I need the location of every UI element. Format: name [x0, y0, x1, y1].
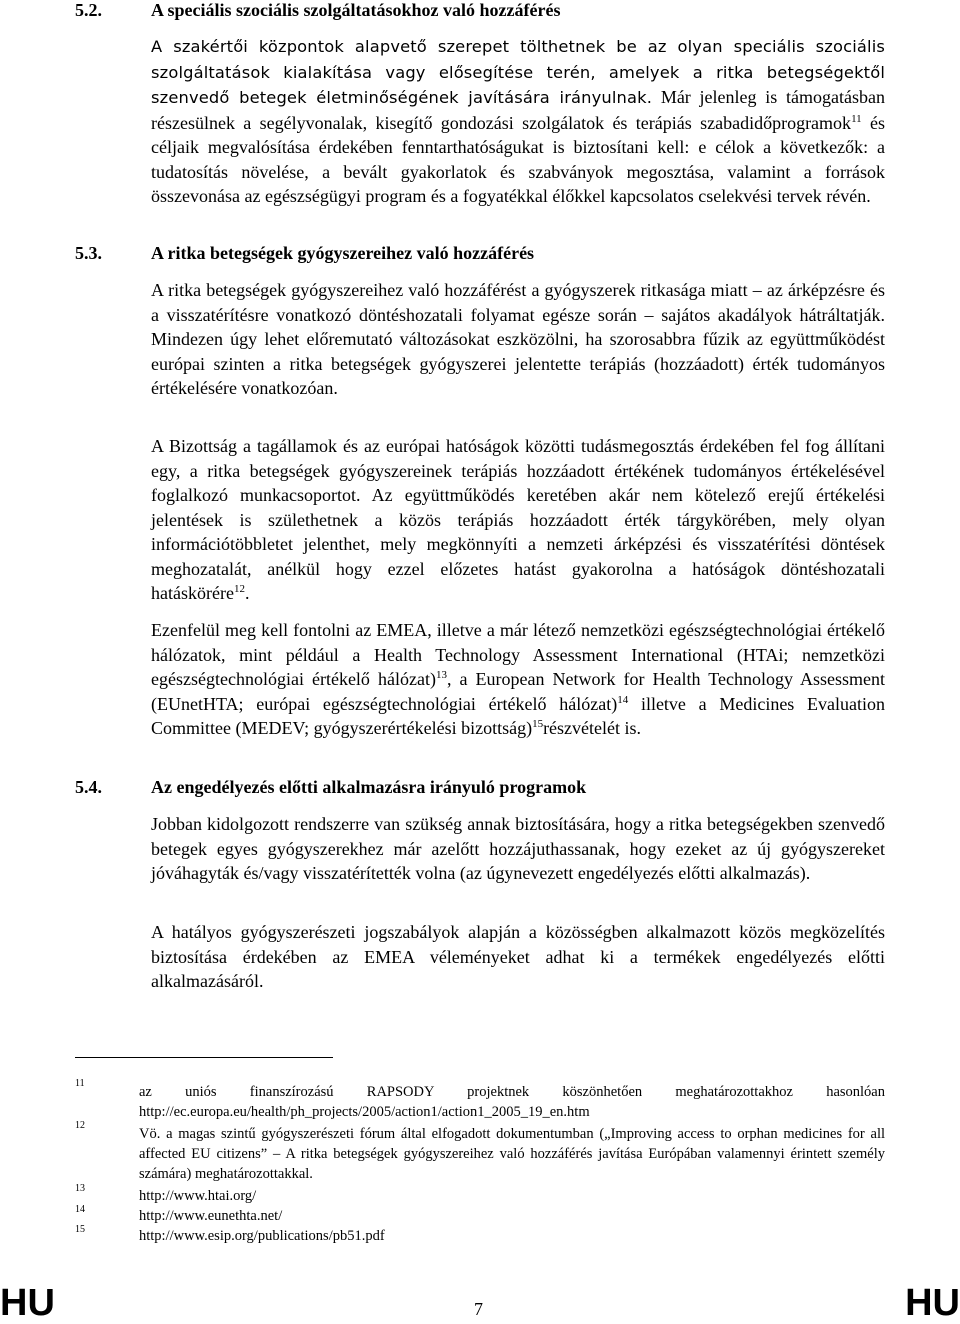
section-number: 5.3. [75, 243, 102, 263]
footnote-number: 11 [75, 1078, 85, 1089]
paragraph-legislation [151, 920, 885, 994]
paragraph-text: A ritka betegségek gyógyszereihez való hozzáférést a gyógyszerek ritkasága miatt – az árképzésre és a visszatérítésre vonatkozó döntéshozatali folyamat egésze során – sajátos akadályok hátráltatják. Mindezen úgy lehet előremutató változásokat eszközölni, ha szorosabbra fűzik az együttműködést európai szinten a ritka betegségek gyógyszerei jelentette terápiás (hozzáadott) érték tudományos értékelésére vonatkozóan. [151, 280, 885, 398]
footnote-ref-11[interactable]: 11 [851, 112, 862, 125]
footnote-ref-13[interactable]: 13 [435, 669, 447, 681]
section-heading-5-2 [75, 0, 560, 21]
footnote-text: Vö. a magas szintű gyógyszerészeti fórum által elfogadott dokumentumban („Improving access to orphan medicines for all affected EU citizens” – A ritka betegségek gyógyszereihez való hozzáférés javítása Európában valamennyi érintett személy számára) meghatározottakkal. [139, 1126, 885, 1182]
footnote-ref-15[interactable]: 15 [532, 718, 544, 730]
footnote-ref-14[interactable]: 14 [617, 693, 629, 706]
footnote-number: 13 [75, 1183, 85, 1194]
paragraph-emea [151, 618, 885, 741]
section-title: A ritka betegségek gyógyszereihez való hozzáférés [151, 243, 535, 263]
footnote-ref-12[interactable]: 12 [233, 583, 245, 595]
page-number: 7 [474, 1299, 483, 1319]
footer-language-left: HU [0, 1282, 55, 1324]
paragraph-text: illetve a Medicines Evaluation Committee (MEDEV; gyógyszerértékelési bizottság) [151, 693, 885, 738]
footnote-text: az uniós finanszírozású RAPSODY projektnek köszönhetően meghatározottakhoz hasonlóan http://ec.europa.eu/health/ph_projects/2005/action1/action1_2005_19_en.htm [139, 1084, 885, 1120]
section-number: 5.4. [75, 777, 102, 797]
paragraph-5-2 [151, 34, 885, 209]
footnote-link[interactable]: http://www.esip.org/publications/pb51.pdf [139, 1228, 385, 1244]
footnote-number: 15 [75, 1224, 85, 1235]
section-title: Az engedélyezés előtti alkalmazásra irányuló programok [151, 777, 587, 797]
section-heading-5-4 [75, 777, 586, 798]
footnote-link[interactable]: http://www.eunethta.net/ [139, 1208, 283, 1224]
footnote-divider [75, 1057, 333, 1058]
paragraph-text: . [244, 583, 250, 603]
paragraph-text: Már jelenleg is támogatásban részesülnek a segélyvonalak, kisegítő gondozási szolgálatok és terápiás szabadidőprogramok [151, 87, 885, 133]
footnote-link[interactable]: http://www.htai.org/ [139, 1188, 257, 1204]
paragraph-text: A Bizottság a tagállamok és az európai hatóságok közötti tudásmegosztás érdekében fel fog állítani egy, a ritka betegségek gyógyszereinek terápiás hozzáadott értékének tudományos értékelésével foglalkozó munkacsoportot. Az együttműködés keretében akár nem kötelező erejű értékelési jelentések is születhetnek a közös terápiás hozzáadott érték tárgykörében, mely olyan információtöbbletet jelenthet, mely megkönnyíti a nemzeti árképzési és visszatérítési döntések meghozatalát, anélkül hogy ezzel előzetes hatást gyakorolna a hatóságok döntéshozatali hatáskörére [151, 436, 885, 603]
section-number: 5.2. [75, 0, 102, 20]
footer-language-right: HU [905, 1282, 960, 1324]
paragraph-text-sans: A szakértői központok alapvető szerepet tölthetnek be az olyan speciális szociális szolgáltatások kialakítása vagy elősegítése terén, amelyek a ritka betegségektől szenvedő betegek életminőségének javítására irányulnak. [151, 37, 885, 107]
section-heading-5-3 [75, 243, 534, 264]
paragraph-text: A hatályos gyógyszerészeti jogszabályok alapján a közösségben alkalmazott közös megközelítés biztosítása érdekében az EMEA véleményeket adhat ki a termékek engedélyezés előtti alkalmazásáról. [151, 922, 885, 991]
footnote-number: 14 [75, 1204, 85, 1215]
footnote-number: 12 [75, 1120, 85, 1131]
paragraph-text: Jobban kidolgozott rendszerre van szükség annak biztosítására, hogy a ritka betegségekben szenvedő betegek egyes gyógyszerekhez már azelőtt hozzájuthassanak, hogy ezeket az új gyógyszereket jóváhagyták és/vagy visszatérítették volna (az úgynevezett engedélyezés előtti alkalmazás). [151, 814, 885, 883]
paragraph-commission [151, 434, 885, 606]
paragraph-compassionate-use [151, 812, 885, 886]
section-title: A speciális szociális szolgáltatásokhoz való hozzáférés [151, 0, 561, 20]
paragraph-text: és céljaik megvalósítása érdekében fenntarthatóságukat is biztosítani kell: e célok a következők: a tudatosítás növelése, a bevált gyakorlatok és szabványok megosztása, valamint a források összevonása az egészségügyi program és a fogyatékkal élőkkel kapcsolatos cselekvési tervek révén. [151, 112, 886, 206]
paragraph-orphan-access [151, 278, 885, 401]
paragraph-text: Ezenfelül meg kell fontolni az EMEA, illetve a már létező nemzetközi egészségtechnológiai értékelő hálózatok, mint például a Health Technology Assessment International (HTAi; nemzetközi egészségtechnológiai értékelő hálózat) [151, 620, 885, 689]
paragraph-text: , a European Network for Health Technology Assessment (EUnetHTA; európai egészségtechnológiai értékelő hálózat) [151, 669, 885, 714]
paragraph-text: részvételét is. [543, 718, 642, 738]
